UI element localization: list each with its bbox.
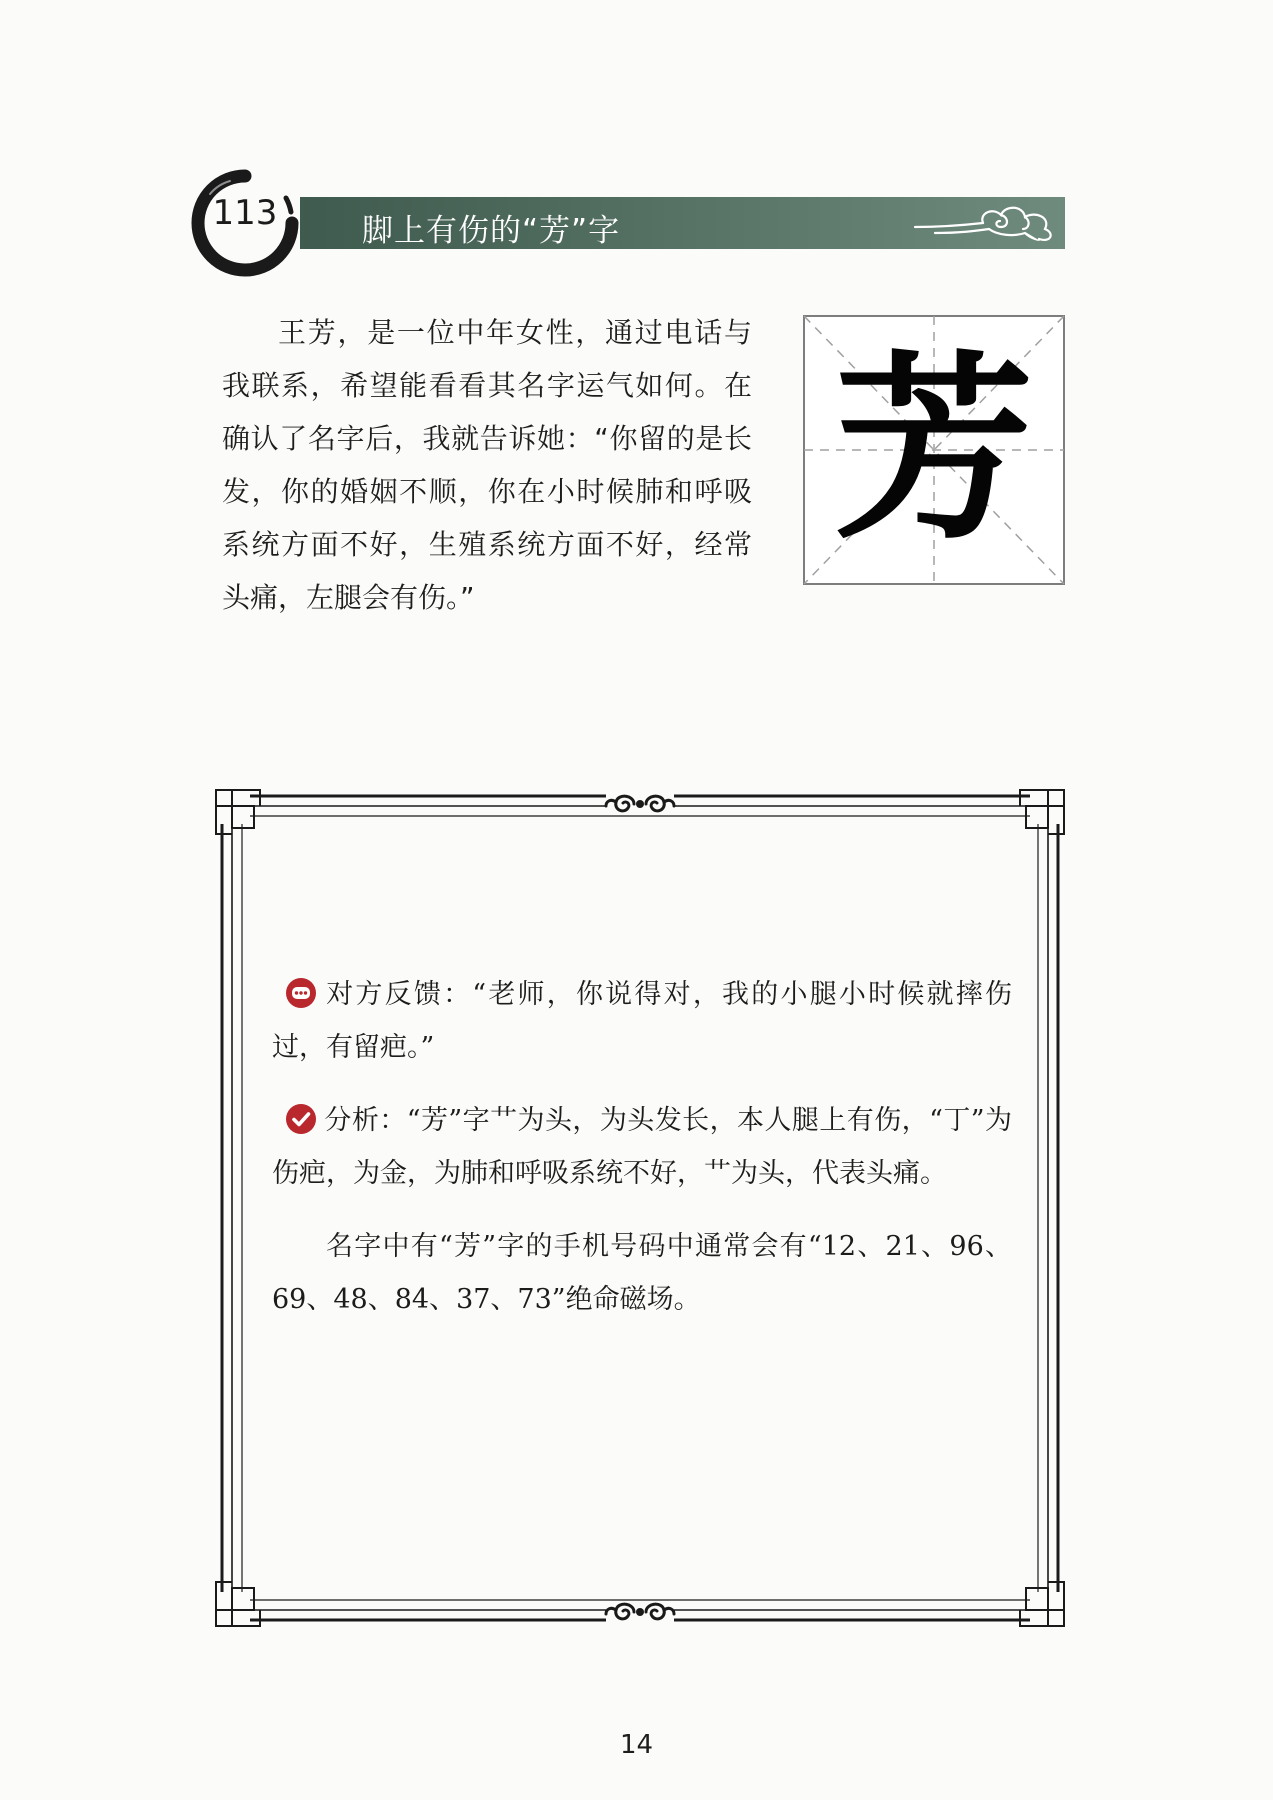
cloud-ornament-icon bbox=[905, 199, 1065, 247]
frame-content bbox=[272, 968, 1012, 1346]
featured-character: 芳 bbox=[833, 332, 1034, 567]
feedback-label: 对方反馈： bbox=[324, 979, 473, 1010]
note-paragraph: 名字中有“芳”字的手机号码中通常会有“12、21、96、69、48、84、37、73”绝命磁场。 bbox=[272, 1231, 1012, 1315]
intro-paragraph: 王芳，是一位中年女性，通过电话与我联系，希望能看看其名字运气如何。在确认了名字后，我就告诉她：“你留的是长发，你的婚姻不顺，你在小时候肺和呼吸系统方面不好，生殖系统方面不好，经常头痛，左腿会有伤。” bbox=[222, 316, 752, 614]
feedback-paragraph bbox=[272, 968, 1012, 1074]
chapter-title: 脚上有伤的“芳”字 bbox=[362, 213, 621, 249]
chapter-number: 113 bbox=[212, 193, 278, 233]
analysis-text: “芳”字艹为头，为头发长，本人腿上有伤，“丁”为伤疤，为金，为肺和呼吸系统不好，艹为头，代表头痛。 bbox=[272, 1105, 1012, 1189]
chapter-title-banner bbox=[300, 197, 1065, 249]
analysis-label: 分析： bbox=[324, 1105, 407, 1136]
speech-bubble-icon bbox=[286, 978, 316, 1008]
analysis-paragraph bbox=[272, 1094, 1012, 1200]
page-number: 14 bbox=[619, 1730, 654, 1760]
feedback-text: “老师，你说得对，我的小腿小时候就摔伤过，有留疤。” bbox=[272, 979, 1012, 1063]
checkmark-icon bbox=[286, 1104, 316, 1134]
